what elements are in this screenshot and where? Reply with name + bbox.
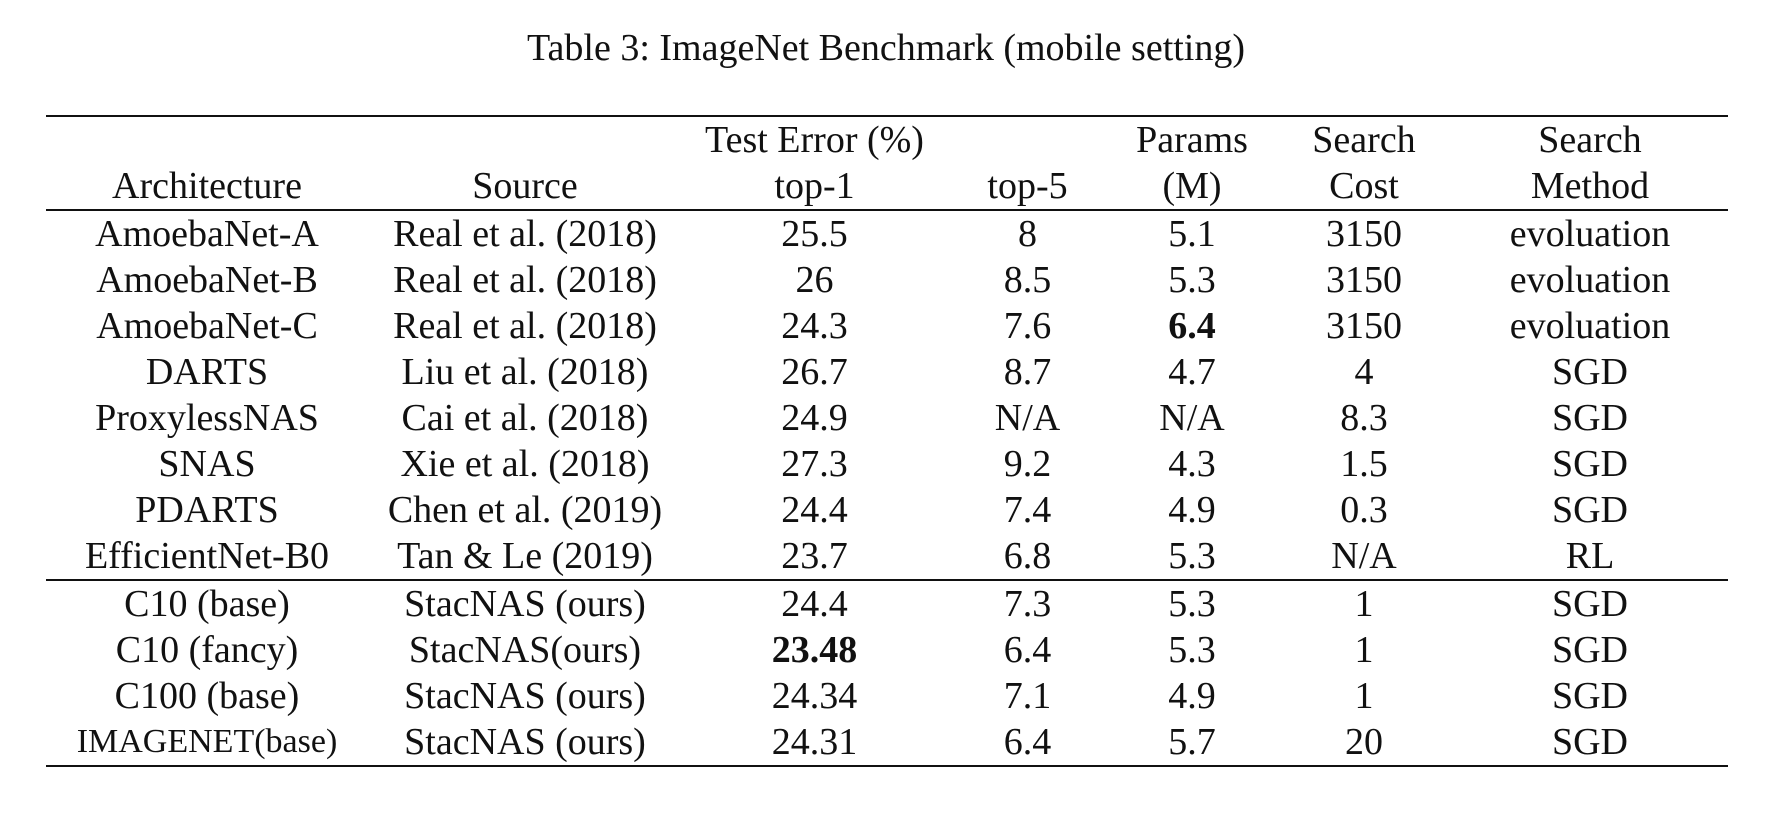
cell-cost: 3150 xyxy=(1326,305,1402,347)
cell-source: Real et al. (2018) xyxy=(393,259,657,301)
cell-top1: 24.9 xyxy=(781,397,848,439)
benchmark-table-container xyxy=(46,115,1728,767)
cell-top5: 7.4 xyxy=(1003,489,1052,531)
cell-architecture: AmoebaNet-C xyxy=(96,305,318,347)
cell-source: Chen et al. (2019) xyxy=(387,489,663,531)
header-top5: top-5 xyxy=(947,163,1108,210)
header-row-top xyxy=(46,116,1728,163)
cell-top1-best: 23.48 xyxy=(771,629,858,671)
table-row xyxy=(46,719,1728,766)
cell-source: Xie et al. (2018) xyxy=(400,443,650,485)
benchmark-table xyxy=(46,115,1728,767)
cell-top1: 24.34 xyxy=(771,675,858,717)
header-cell xyxy=(368,116,682,163)
cell-top5: N/A xyxy=(994,397,1061,439)
header-cell xyxy=(46,116,368,163)
cell-top1: 24.3 xyxy=(781,305,848,347)
cell-method: SGD xyxy=(1551,443,1629,485)
cell-source: Liu et al. (2018) xyxy=(401,351,649,393)
cell-params: 5.3 xyxy=(1168,535,1216,577)
cell-top5: 8.5 xyxy=(1003,259,1052,301)
table-row xyxy=(46,580,1728,627)
header-cell xyxy=(947,116,1108,163)
cell-top1: 27.3 xyxy=(781,443,848,485)
cell-top1: 24.4 xyxy=(781,489,848,531)
cell-top1: 26.7 xyxy=(781,351,848,393)
cell-top5: 7.6 xyxy=(1003,305,1052,347)
cell-top1: 24.31 xyxy=(682,719,947,766)
table-caption: Table 3: ImageNet Benchmark (mobile setting) xyxy=(526,27,1246,69)
cell-architecture: C10 (fancy) xyxy=(115,629,299,671)
cell-cost: 0.3 xyxy=(1340,489,1388,531)
cell-source: StacNAS (ours) xyxy=(368,719,682,766)
cell-architecture: EfficientNet-B0 xyxy=(84,535,330,577)
table-row xyxy=(46,257,1728,303)
cell-params-best: 6.4 xyxy=(1168,305,1216,347)
header-params-unit: (M) xyxy=(1108,163,1276,210)
cell-method: evoluation xyxy=(1509,213,1671,255)
cell-method: SGD xyxy=(1452,580,1728,627)
cell-source: Real et al. (2018) xyxy=(393,213,657,255)
cell-top1: 23.7 xyxy=(781,535,848,577)
cell-architecture: SNAS xyxy=(158,443,256,485)
cell-cost: 1 xyxy=(1354,629,1374,671)
cell-architecture: C100 (base) xyxy=(114,675,300,717)
cell-cost: 1 xyxy=(1354,675,1374,717)
header-test-error: Test Error (%) xyxy=(682,116,947,163)
table-row xyxy=(46,303,1728,349)
header-search-cost-top: Search xyxy=(1276,116,1452,163)
cell-architecture: DARTS xyxy=(145,351,269,393)
cell-source: StacNAS(ours) xyxy=(408,629,642,671)
cell-top1: 25.5 xyxy=(781,213,848,255)
cell-cost: 20 xyxy=(1276,719,1452,766)
cell-method: RL xyxy=(1565,535,1615,577)
cell-cost: 1 xyxy=(1276,580,1452,627)
cell-architecture: IMAGENET(base) xyxy=(46,719,368,766)
cell-architecture: AmoebaNet-A xyxy=(95,213,319,255)
table-header xyxy=(46,116,1728,210)
cell-method: SGD xyxy=(1551,629,1629,671)
cell-params: 5.3 xyxy=(1108,580,1276,627)
cell-architecture: ProxylessNAS xyxy=(95,397,319,439)
cell-method: SGD xyxy=(1551,351,1629,393)
cell-top5: 6.4 xyxy=(947,719,1108,766)
cell-params: 4.9 xyxy=(1168,489,1216,531)
table-row xyxy=(46,395,1728,441)
cell-cost: 3150 xyxy=(1326,259,1402,301)
cell-top1: 24.4 xyxy=(682,580,947,627)
ours-rows xyxy=(46,580,1728,766)
header-search-method-top: Search xyxy=(1452,116,1728,163)
cell-method: SGD xyxy=(1551,489,1629,531)
baseline-rows xyxy=(46,210,1728,580)
cell-source: StacNAS (ours) xyxy=(368,580,682,627)
table-row xyxy=(46,441,1728,487)
cell-params: 5.1 xyxy=(1168,213,1216,255)
header-row-bottom xyxy=(46,163,1728,210)
header-source: Source xyxy=(368,163,682,210)
cell-method: SGD xyxy=(1551,675,1629,717)
cell-cost: 8.3 xyxy=(1340,397,1388,439)
table-row xyxy=(46,487,1728,533)
cell-top1: 26 xyxy=(795,259,834,301)
cell-params: 4.3 xyxy=(1168,443,1216,485)
table-row xyxy=(46,210,1728,257)
cell-top5: 7.1 xyxy=(1003,675,1052,717)
table-row xyxy=(46,533,1728,580)
cell-top5: 8.7 xyxy=(1003,351,1052,393)
cell-architecture: PDARTS xyxy=(135,489,279,531)
cell-top5: 6.4 xyxy=(1003,629,1052,671)
cell-params: 5.7 xyxy=(1108,719,1276,766)
cell-top5: 9.2 xyxy=(1003,443,1052,485)
table-row xyxy=(46,627,1728,673)
cell-method: SGD xyxy=(1551,397,1629,439)
cell-params: 4.9 xyxy=(1168,675,1216,717)
cell-cost: N/A xyxy=(1331,535,1397,577)
cell-params: 5.3 xyxy=(1168,259,1216,301)
cell-top5: 7.3 xyxy=(947,580,1108,627)
cell-source: Tan & Le (2019) xyxy=(397,535,653,577)
cell-source: Cai et al. (2018) xyxy=(401,397,649,439)
cell-source: StacNAS (ours) xyxy=(404,675,646,717)
cell-architecture: AmoebaNet-B xyxy=(96,259,318,301)
cell-method: evoluation xyxy=(1509,305,1671,347)
table-row xyxy=(46,349,1728,395)
cell-cost: 3150 xyxy=(1326,213,1402,255)
cell-cost: 1.5 xyxy=(1340,443,1388,485)
header-architecture: Architecture xyxy=(46,163,368,210)
cell-params: N/A xyxy=(1159,397,1225,439)
cell-params: 4.7 xyxy=(1168,351,1216,393)
cell-top5: 6.8 xyxy=(1003,535,1052,577)
cell-top5: 8 xyxy=(1018,213,1037,255)
cell-cost: 4 xyxy=(1354,351,1374,393)
header-method: Method xyxy=(1452,163,1728,210)
cell-architecture: C10 (base) xyxy=(46,580,368,627)
cell-method: SGD xyxy=(1452,719,1728,766)
cell-method: evoluation xyxy=(1509,259,1671,301)
header-params: Params xyxy=(1108,116,1276,163)
cell-source: Real et al. (2018) xyxy=(393,305,657,347)
header-cost: Cost xyxy=(1276,163,1452,210)
header-top1: top-1 xyxy=(682,163,947,210)
table-row xyxy=(46,673,1728,719)
cell-params: 5.3 xyxy=(1168,629,1216,671)
